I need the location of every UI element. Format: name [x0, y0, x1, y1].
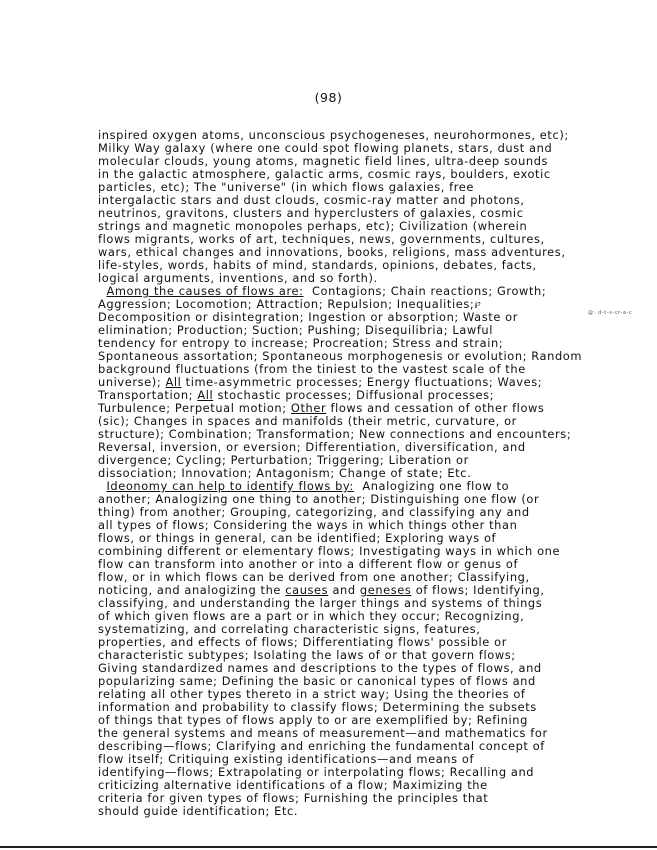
text-line: classifying, and understanding the larger things and systems of things: [98, 596, 543, 610]
text-line: properties, and effects of flows; Differentiating flows' possible or: [98, 635, 507, 649]
text-line: flow, or in which flows can be derived from one another; Classifying,: [98, 570, 530, 584]
page-bottom-rule: [0, 846, 657, 848]
page-number: (98): [314, 90, 343, 105]
text-line: structure); Combination; Transformation; New connections and encounters;: [98, 427, 572, 441]
text-line: combining different or elementary flows; Investigating ways in which one: [98, 544, 561, 558]
text-line: divergence; Cycling; Perturbation; Triggering; Liberation or: [98, 453, 469, 467]
text-line: logical arguments, inventions, and so forth).: [98, 271, 378, 285]
text-segment: Aggression; Locomotion; Attraction; Repulsion; Inequalities;: [98, 297, 475, 311]
text-line: dissociation; Innovation; Antagonism; Change of state; Etc.: [98, 466, 472, 480]
body-text: [98, 129, 588, 831]
text-segment: Turbulence; Perpetual motion;: [98, 401, 287, 415]
text-segment: flows and cessation of other flows: [330, 401, 545, 415]
text-line: the general systems and means of measurement—and mathematics for: [98, 726, 548, 740]
text-line: life-styles, words, habits of mind, standards, opinions, debates, facts,: [98, 258, 537, 272]
emphasis-other: Other: [290, 401, 327, 415]
text-line: relating all other types thereto in a strict way; Using the theories of: [98, 687, 526, 701]
text-line: tendency for entropy to increase; Procreation; Stress and strain;: [98, 336, 504, 350]
text-line: background fluctuations (from the tiniest to the vastest scale of the: [98, 362, 526, 376]
text-segment: universe);: [98, 375, 162, 389]
text-line: Reversal, inversion, or eversion; Differentiation, diversification, and: [98, 440, 526, 454]
emphasis-causes: causes: [285, 583, 329, 597]
text-line: criteria for given types of flows; Furnishing the principles that: [98, 791, 489, 805]
text-segment: noticing, and analogizing the: [98, 583, 282, 597]
text-line: thing) from another; Grouping, categorizing, and classifying any and: [98, 505, 530, 519]
text-line: Spontaneous assortation; Spontaneous morphogenesis or evolution; Random: [98, 349, 583, 363]
text-line: molecular clouds, young atoms, magnetic field lines, ultra-deep sounds: [98, 154, 549, 168]
flow-symbol: ℘: [474, 299, 482, 309]
text-segment: Transportation;: [98, 388, 194, 402]
text-line: systematizing, and correlating characteristic signs, features,: [98, 622, 481, 636]
text-segment: Analogizing one flow to: [362, 479, 510, 493]
causes-heading: Among the causes of flows are:: [106, 284, 304, 298]
emphasis-geneses: geneses: [359, 583, 412, 597]
text-segment: stochastic processes; Diffusional processes;: [217, 388, 495, 402]
text-line: flows migrants, works of art, techniques, news, governments, cultures,: [98, 232, 545, 246]
text-line: Milky Way galaxy (where one could spot flowing planets, stars, dust and: [98, 141, 553, 155]
text-line: identifying—flows; Extrapolating or interpolating flows; Recalling and: [98, 765, 535, 779]
text-line: intergalactic stars and dust clouds, cosmic-ray matter and photons,: [98, 193, 525, 207]
text-line: Giving standardized names and descriptions to the types of flows, and: [98, 661, 542, 675]
text-segment: of flows; Identifying,: [415, 583, 545, 597]
text-line: describing—flows; Clarifying and enriching the fundamental concept of: [98, 739, 545, 753]
text-line: strings and magnetic monopoles perhaps, etc); Civilization (wherein: [98, 219, 528, 233]
text-line: flow itself; Critiquing existing identifications—and means of: [98, 752, 475, 766]
text-segment: and: [332, 583, 356, 597]
text-segment: time-asymmetric processes; Energy fluctuations; Waves;: [185, 375, 543, 389]
text-line: elimination; Production; Suction; Pushing; Disequilibria; Lawful: [98, 323, 494, 337]
text-line: characteristic subtypes; Isolating the laws of or that govern flows;: [98, 648, 516, 662]
text-line: (sic); Changes in spaces and manifolds (their metric, curvature, or: [98, 414, 517, 428]
text-line: neutrinos, gravitons, clusters and hyperclusters of galaxies, cosmic: [98, 206, 524, 220]
text-line: Decomposition or disintegration; Ingestion or absorption; Waste or: [98, 310, 519, 324]
text-line: criticizing alternative identifications of a flow; Maximizing the: [98, 778, 488, 792]
text-line: of which given flows are a part or in which they occur; Recognizing,: [98, 609, 525, 623]
text-line: inspired oxygen atoms, unconscious psychogeneses, neurohormones, etc);: [98, 128, 569, 142]
text-line: another; Analogizing one thing to another; Distinguishing one flow (or: [98, 492, 540, 506]
text-line: wars, ethical changes and innovations, books, religions, mass adventures,: [98, 245, 566, 259]
ideonomy-heading: Ideonomy can help to identify flows by:: [106, 479, 354, 493]
text-line: flow can transform into another or into a different flow or genus of: [98, 557, 519, 571]
text-segment: Contagions; Chain reactions; Growth;: [311, 284, 547, 298]
text-line: particles, etc); The "universe" (in which flows galaxies, free: [98, 180, 475, 194]
text-line: in the galactic atmosphere, galactic arms, cosmic rays, boulders, exotic: [98, 167, 551, 181]
text-line: should guide identification; Etc.: [98, 804, 299, 818]
text-line: popularizing same; Defining the basic or canonical types of flows and: [98, 674, 536, 688]
text-line: of things that types of flows apply to or are exemplified by; Refining: [98, 713, 528, 727]
emphasis-all: All: [197, 388, 214, 402]
text-line: [98, 818, 588, 831]
text-line: flows, or things in general, can be identified; Exploring ways of: [98, 531, 497, 545]
emphasis-all: All: [165, 375, 182, 389]
margin-note: @: d-t-s-cr-a-c: [588, 310, 633, 316]
text-line: information and probability to classify flows; Determining the subsets: [98, 700, 537, 714]
text-line: all types of flows; Considering the ways in which things other than: [98, 518, 518, 532]
